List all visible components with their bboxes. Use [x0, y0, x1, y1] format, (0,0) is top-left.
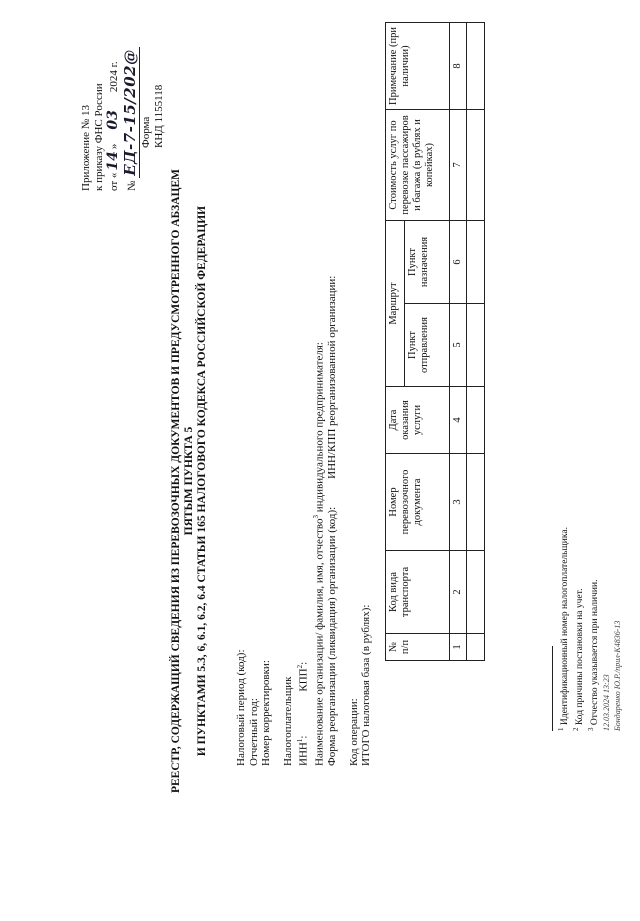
field-org-name-row: Наименование организации/ фамилия, имя, отчество$^3$ индивидуального предпринимателя:: [312, 342, 326, 766]
appendix-number-line: [122, 47, 139, 191]
col-num-6: 6: [450, 221, 467, 304]
field-taxpayer: Налогоплательщик: [281, 676, 294, 766]
header-num: № п/п: [386, 634, 450, 661]
registry-table: [385, 22, 485, 661]
field-org-name: Наименование организации/ фамилия, имя, отчество: [313, 518, 326, 766]
empty-cell: [467, 634, 485, 661]
document-title: [170, 161, 210, 801]
field-reorg-row: [326, 276, 339, 766]
field-correction: Номер корректировки:: [260, 660, 272, 766]
header-route-to: Пункт назначения: [405, 221, 450, 304]
form-block: [140, 85, 165, 148]
table-empty-row: [467, 23, 485, 661]
empty-cell: [467, 23, 485, 110]
header-service-date: Дата оказания услуги: [386, 387, 450, 454]
field-org-name-tail: индивидуального предпринимателя:: [313, 342, 326, 515]
field-period: Налоговый период (код):: [235, 649, 247, 766]
header-fields: [235, 276, 373, 766]
footnote-2: $^2$ Код причины постановки на учет.: [572, 588, 586, 731]
header-doc-number: Номер перевозочного документа: [386, 454, 450, 551]
date-day-handwritten: 14: [105, 151, 122, 171]
footnote-divider: [552, 646, 553, 731]
date-prefix: от «: [108, 172, 121, 191]
table-header-row: [386, 23, 405, 661]
empty-cell: [467, 221, 485, 304]
empty-cell: [467, 304, 485, 387]
header-note: Примечание (при наличии): [386, 23, 450, 110]
field-reorg-inn: ИНН/КПП реорганизованной организации:: [326, 275, 339, 479]
field-inn-kpp-row: ИНН$^1$:КПП$^2$:: [296, 661, 310, 766]
date-year: 2024 г.: [108, 61, 121, 93]
empty-cell: [467, 551, 485, 634]
empty-cell: [467, 454, 485, 551]
col-num-7: 7: [450, 110, 467, 221]
field-total-base: ИТОГО налоговая база (в рублях):: [360, 604, 373, 766]
header-route: Маршрут: [386, 221, 405, 387]
table-number-row: [450, 23, 467, 661]
col-num-4: 4: [450, 387, 467, 454]
form-knd: КНД 1155118: [152, 84, 165, 148]
field-kpp: КПП: [297, 668, 310, 692]
field-inn: ИНН: [297, 742, 310, 766]
footnote-3: $^3$ Отчество указывается при наличии.: [587, 579, 601, 731]
title-line-2: И ПУНКТАМИ 5.3, 6, 6.1, 6.2, 6.4 СТАТЬИ 165 НАЛОГОВОГО КОДЕКСА РОССИЙСКОЙ ФЕДЕРАЦИИ: [196, 205, 209, 757]
appendix-block: [80, 47, 140, 191]
meta-line-2: Бондаренко Ю.Р./прил-К4836-13: [613, 620, 623, 731]
col-num-8: 8: [450, 23, 467, 110]
col-num-3: 3: [450, 454, 467, 551]
footnotes-block: [556, 527, 623, 731]
empty-cell: [467, 387, 485, 454]
appendix-line-2: к приказу ФНС России: [92, 83, 105, 191]
form-label: Форма: [140, 116, 152, 148]
date-mid: »: [108, 143, 121, 150]
title-line-1: РЕЕСТР, СОДЕРЖАЩИЙ СВЕДЕНИЯ ИЗ ПЕРЕВОЗОЧНЫХ ДОКУМЕНТОВ И ПРЕДУСМОТРЕННОГО АБЗАЦЕМ ПЯТЫМ ПУНКТА 5: [170, 168, 196, 794]
footnote-2-text: Код причины постановки на учет.: [575, 588, 586, 726]
col-num-1: 1: [450, 634, 467, 661]
order-number-handwritten: ЕД-7-15/202@: [121, 49, 140, 176]
appendix-date-line: [105, 47, 121, 191]
col-num-2: 2: [450, 551, 467, 634]
footnote-1-text: Идентификационный номер налогоплательщика.: [560, 527, 571, 726]
field-op-code: Код операции:: [347, 698, 360, 766]
field-reorg-form: Форма реорганизации (ликвидация) организации (код):: [326, 506, 339, 766]
appendix-line-1: Приложение № 13: [80, 104, 92, 191]
empty-cell: [467, 110, 485, 221]
header-transport-code: Код вида транспорта: [386, 551, 450, 634]
footnote-1: $^1$ Идентификационный номер налогоплательщика.: [557, 527, 571, 731]
footnote-3-text: Отчество указывается при наличии.: [590, 579, 601, 726]
meta-line-1: 12.03.2024 13:23: [602, 674, 612, 731]
col-num-5: 5: [450, 304, 467, 387]
number-prefix: №: [126, 180, 139, 191]
header-cost: Стоимость услуг по перевозке пассажиров и багажа (в рублях и копейках): [386, 110, 450, 221]
header-route-from: Пункт отправления: [405, 304, 450, 387]
field-year: Отчетный год:: [247, 698, 260, 766]
date-month-handwritten: 03: [105, 110, 122, 130]
